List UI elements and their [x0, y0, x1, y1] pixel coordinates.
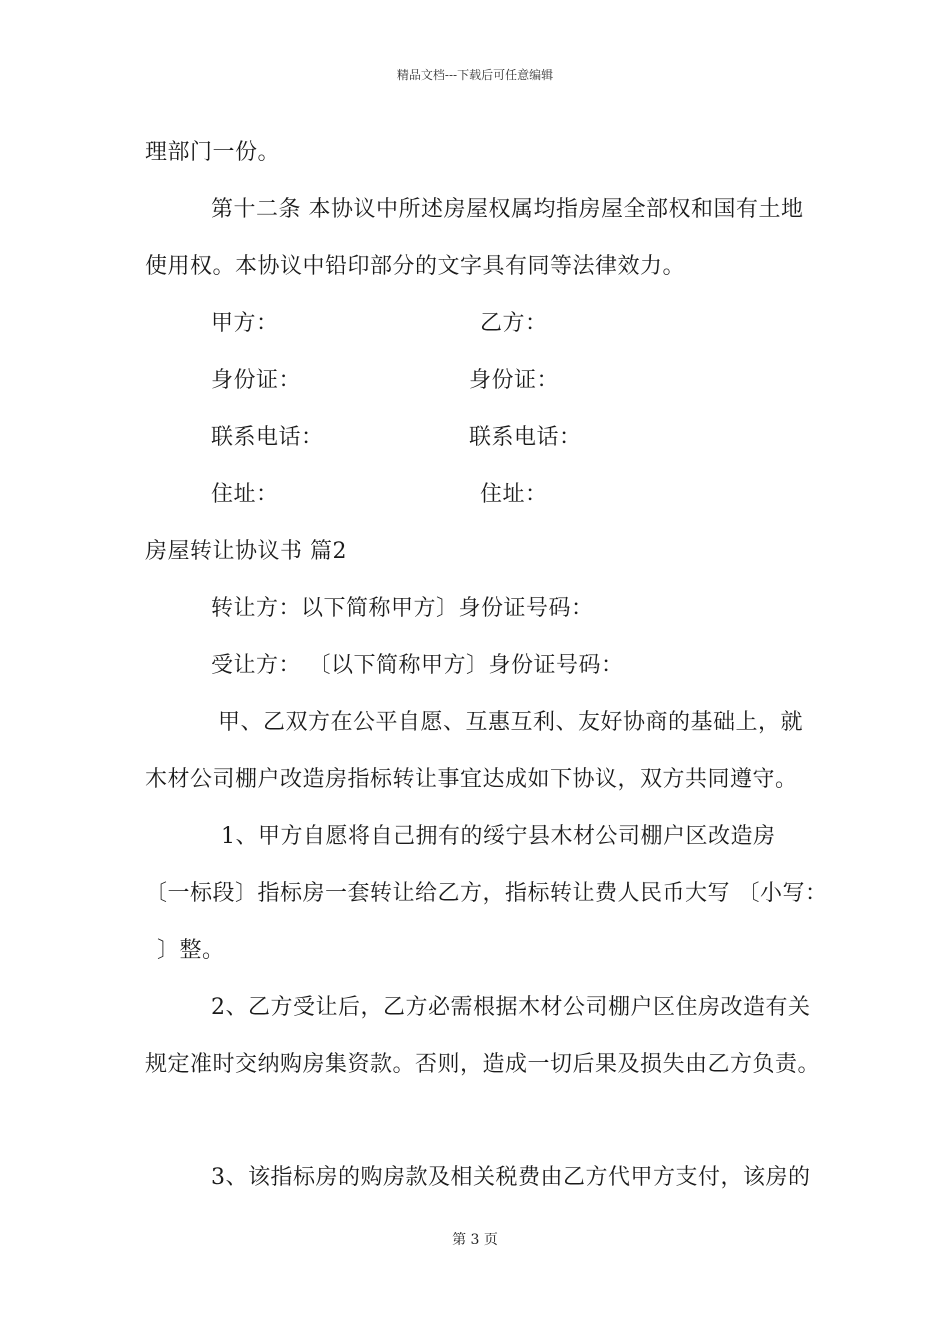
paragraph-line: 理部门一份。 — [145, 140, 281, 165]
page-footer: 第 3 页 — [452, 1232, 498, 1248]
paragraph-line: 1、甲方自愿将自己拥有的绥宁县木材公司棚户区改造房 — [221, 824, 776, 849]
paragraph-line: 木材公司棚户改造房指标转让事宜达成如下协议，双方共同遵守。 — [145, 767, 798, 792]
paragraph-line: 〕整。 — [157, 938, 225, 963]
party-b-id-label: 身份证： — [469, 368, 560, 393]
paragraph-line: 使用权。本协议中铅印部分的文字具有同等法律效力。 — [145, 254, 686, 279]
party-b-label: 乙方： — [480, 311, 548, 336]
party-a-label: 甲方： — [211, 311, 279, 336]
party-a-address-label: 住址： — [211, 482, 279, 507]
paragraph-line: 规定准时交纳购房集资款。否则，造成一切后果及损失由乙方负责。 — [145, 1052, 821, 1077]
paragraph-line: 〔一标段〕指标房一套转让给乙方，指标转让费人民币大写 〔小写： — [145, 881, 828, 906]
party-a-phone-label: 联系电话： — [211, 425, 324, 450]
paragraph-line: 受让方： 〔以下简称甲方〕身份证号码： — [211, 653, 624, 678]
paragraph-line: 3、该指标房的购房款及相关税费由乙方代甲方支付，该房的 — [211, 1165, 811, 1190]
paragraph-line: 第十二条 本协议中所述房屋权属均指房屋全部权和国有土地 — [211, 197, 804, 222]
paragraph-line: 转让方：以下简称甲方〕身份证号码： — [211, 596, 594, 621]
page-header: 精品文档---下载后可任意编辑 — [396, 68, 554, 82]
section-title: 房屋转让协议书 篇2 — [145, 539, 347, 564]
paragraph-line: 甲、乙双方在公平自愿、互惠互利、友好协商的基础上，就 — [218, 710, 804, 735]
party-b-address-label: 住址： — [480, 482, 548, 507]
party-a-id-label: 身份证： — [211, 368, 302, 393]
party-b-phone-label: 联系电话： — [469, 425, 582, 450]
paragraph-line: 2、乙方受让后，乙方必需根据木材公司棚户区住房改造有关 — [211, 995, 811, 1020]
